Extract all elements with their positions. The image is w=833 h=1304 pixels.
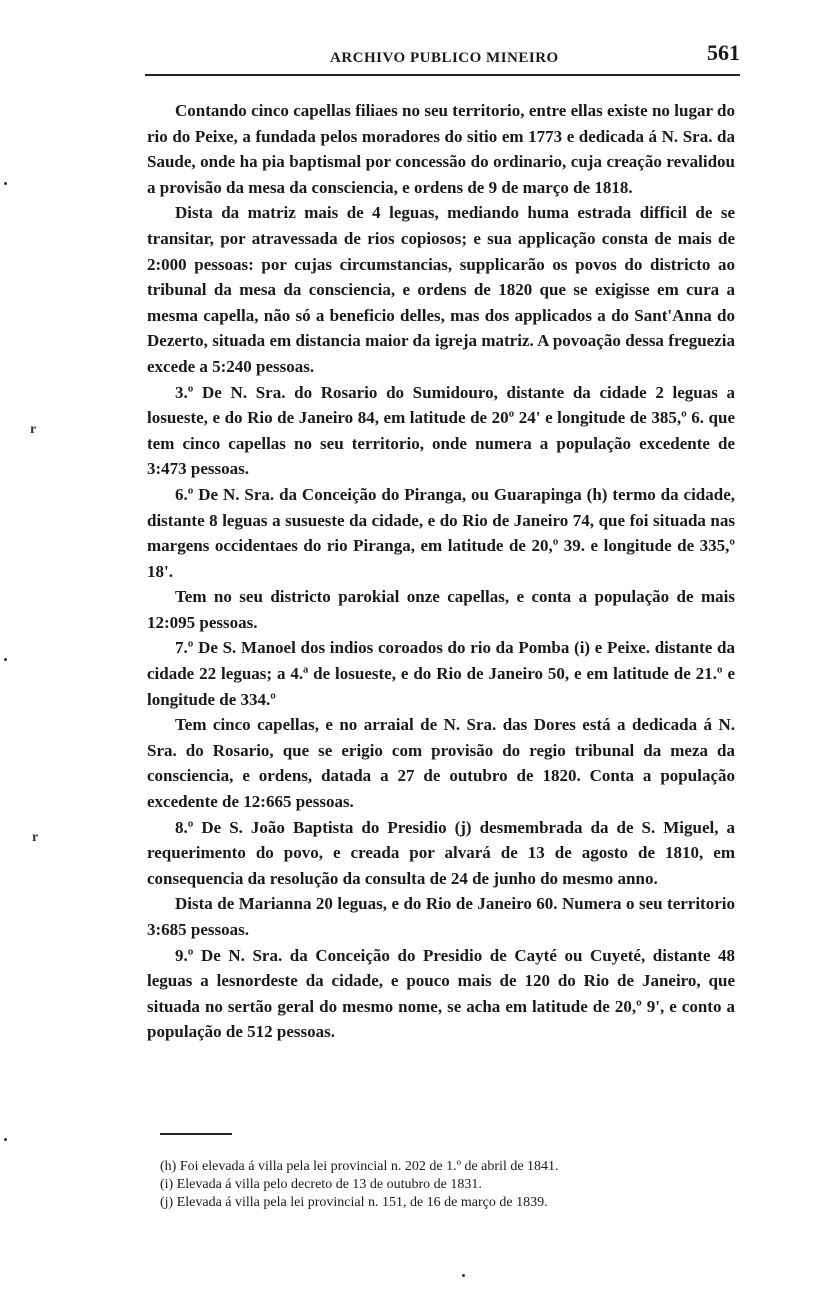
page-speck: [462, 1274, 465, 1277]
paragraph: Dista da matriz mais de 4 leguas, mediando huma estrada difficil de se transitar, por atravessada de rios copiosos; e sua applicação consta de mais de 2:000 pessoas: por cujas circumstancias, supplicarão os povos do districto ao tribunal da mesa da consciencia, e ordens de 1820 que se exigisse em cura a mesma capella, não só a beneficio delles, mas dos applicados a do Sant'Anna do Dezerto, situada em distancia maior da igreja matriz. A povoação dessa freguezia excede a 5:240 pessoas.: [147, 203, 735, 376]
footnote-j: (j) Elevada á villa pela lei provincial n. 151, de 16 de março de 1839.: [160, 1195, 548, 1210]
margin-mark: r: [32, 830, 39, 845]
footnote-rule: [160, 1133, 232, 1135]
footnote-h: (h) Foi elevada á villa pela lei provincial n. 202 de 1.º de abril de 1841.: [160, 1159, 559, 1174]
margin-speck: [4, 658, 7, 661]
paragraph: 6.º De N. Sra. da Conceição do Piranga, ou Guarapinga (h) termo da cidade, distante 8 leguas a susueste da cidade, e do Rio de Janeiro 74, que foi situada nas margens occidentaes do rio Piranga, em latitude de 20,º 39. e longitude de 335,º 18'.: [147, 484, 735, 581]
paragraph: Tem cinco capellas, e no arraial de N. Sra. das Dores está a dedicada á N. Sra. do Rosario, que se erigio com provisão do regio tribunal da meza da consciencia, e ordens, datada a 27 de outubro de 1820. Conta a população excedente de 12:665 pessoas.: [147, 715, 735, 812]
margin-speck: [4, 182, 7, 185]
paragraph: 3.º De N. Sra. do Rosario do Sumidouro, distante da cidade 2 leguas a losueste, e do Rio de Janeiro 84, em latitude de 20º 24' e longitude de 385,º 6. que tem cinco capellas no seu territorio, onde numera a população excedente de 3:473 pessoas.: [147, 382, 735, 479]
paragraph: Contando cinco capellas filiaes no seu territorio, entre ellas existe no lugar do rio do Peixe, a fundada pelos moradores do sitio em 1773 e dedicada á N. Sra. da Saude, onde ha pia baptismal por concessão do ordinario, cuja creação revalidou a provisão da mesa da consciencia, e ordens de 9 de março de 1818.: [147, 101, 735, 197]
paragraph: Dista de Marianna 20 leguas, e do Rio de Janeiro 60. Numera o seu territorio 3:685 pessoas.: [147, 894, 735, 939]
page-number: 561: [707, 40, 740, 65]
running-title: ARCHIVO PUBLICO MINEIRO: [330, 50, 559, 66]
footnotes: [160, 1158, 740, 1212]
footnote-i: (i) Elevada á villa pelo decreto de 13 de outubro de 1831.: [160, 1177, 482, 1192]
margin-mark: r: [30, 422, 37, 437]
margin-speck: [4, 1138, 7, 1141]
paragraph: Tem no seu districto parokial onze capellas, e conta a população de mais 12:095 pessoas.: [147, 587, 735, 632]
paragraph: 7.º De S. Manoel dos indios coroados do rio da Pomba (i) e Peixe. distante da cidade 22 leguas; a 4.ª de losueste, e do Rio de Janeiro 50, e em latitude de 21.º e longitude de 334.º: [147, 638, 735, 709]
header-rule: [145, 74, 740, 76]
paragraph: 9.º De N. Sra. da Conceição do Presidio de Cayté ou Cuyeté, distante 48 leguas a lesnordeste da cidade, e pouco mais de 120 do Rio de Janeiro, que situada no sertão geral do mesmo nome, se acha em latitude de 20,º 9', e conto a população de 512 pessoas.: [147, 945, 735, 1042]
paragraph: 8.º De S. João Baptista do Presidio (j) desmembrada da de S. Miguel, a requerimento do povo, e creada por alvará de 13 de agosto de 1810, em consequencia da resolução da consulta de 24 de junho do mesmo anno.: [147, 817, 735, 888]
body-text: [147, 98, 735, 1045]
